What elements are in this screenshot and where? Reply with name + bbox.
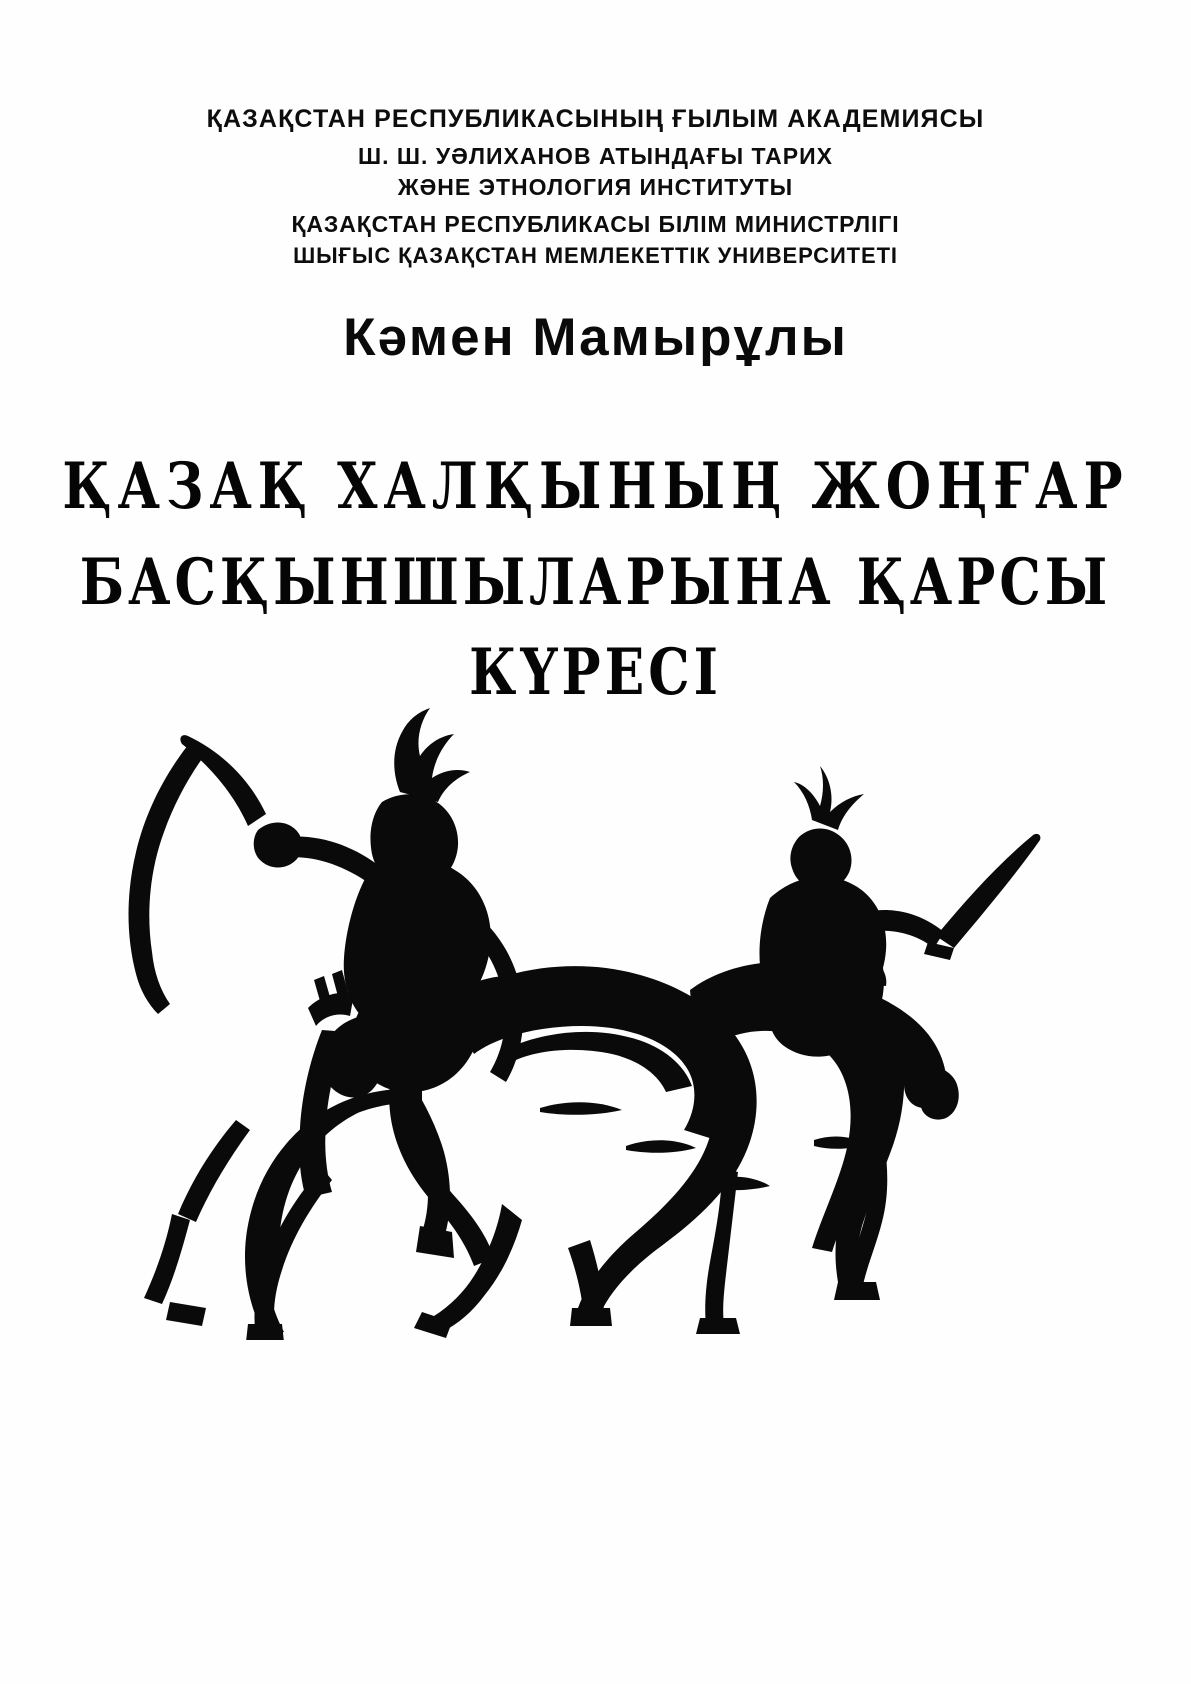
book-title-line-1: ҚАЗАҚ ХАЛҚЫНЫҢ ЖОҢҒАР	[62, 449, 1129, 524]
header-line-institute-2: ЖӘНЕ ЭТНОЛОГИЯ ИНСТИТУТЫ	[397, 173, 794, 200]
book-title	[0, 442, 1191, 710]
author-name: Кәмен Мамырұлы	[343, 308, 848, 367]
header-line-academy: ҚАЗАҚСТАН РЕСПУБЛИКАСЫНЫҢ ҒЫЛЫМ АКАДЕМИЯСЫ	[206, 105, 985, 133]
book-title-line-2: БАСҚЫНШЫЛАРЫНА ҚАРСЫ КҮРЕСІ	[79, 545, 1112, 710]
cover-illustration	[70, 660, 1070, 1340]
header-line-institute-1: Ш. Ш. УӘЛИХАНОВ АТЫНДАҒЫ ТАРИХ	[358, 142, 833, 169]
header-line-ministry: ҚАЗАҚСТАН РЕСПУБЛИКАСЫ БІЛІМ МИНИСТРЛІГІ	[291, 210, 900, 237]
publisher-header	[0, 104, 1191, 269]
header-line-university: ШЫҒЫС ҚАЗАҚСТАН МЕМЛЕКЕТТІК УНИВЕРСИТЕТІ	[293, 242, 898, 268]
